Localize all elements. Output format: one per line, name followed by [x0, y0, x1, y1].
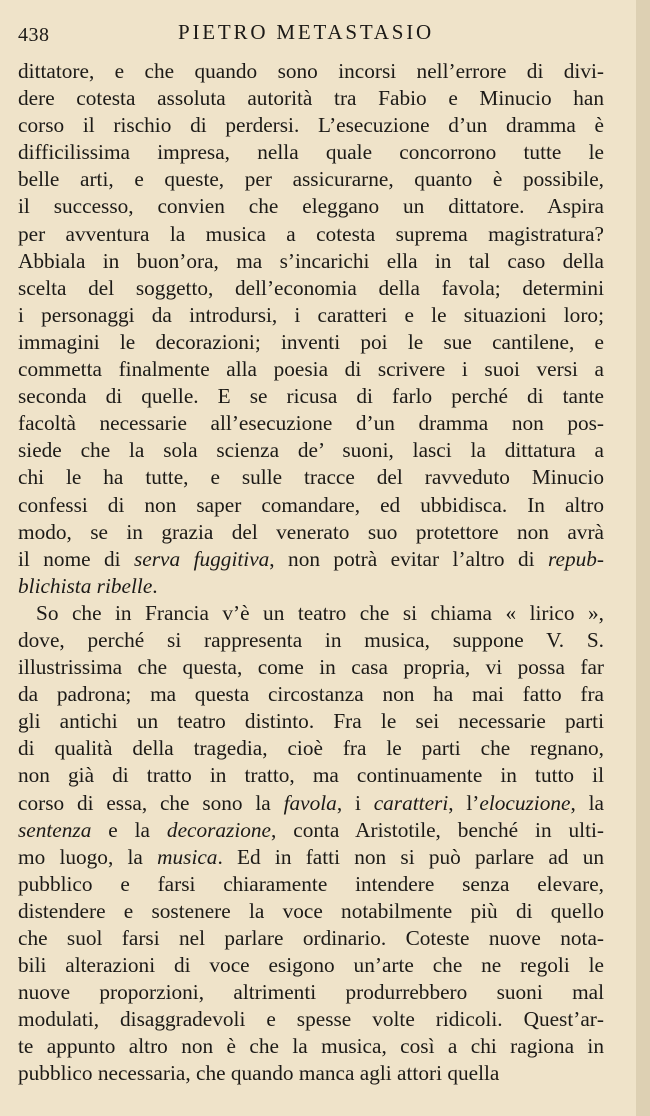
italic-text: decorazione: [166, 817, 272, 842]
text-segment: il successo, convien che eleggano un dittatore. Aspira: [18, 194, 604, 219]
text-segment: gli antichi un teatro distinto. Fra le sei necessarie parti: [18, 709, 604, 734]
text-segment: immagini le decorazioni; inventi poi le sue cantilene, e: [18, 329, 604, 354]
text-line: [18, 925, 604, 952]
text-line: [18, 437, 604, 464]
text-line: [18, 708, 604, 735]
text-line: [18, 1006, 604, 1033]
text-line: [18, 1060, 604, 1087]
text-line: [18, 817, 604, 844]
text-line: [18, 844, 604, 871]
text-line: [18, 193, 604, 220]
text-line: [18, 383, 604, 410]
text-segment: modulati, disaggradevoli e spesse volte ridicoli. Quest’ar‐: [18, 1007, 604, 1032]
text-segment: , i: [336, 790, 374, 815]
text-line: [18, 600, 604, 627]
text-segment: dere cotesta assoluta autorità tra Fabio e Minucio han: [18, 86, 604, 111]
text-segment: pubblico e farsi chiaramente intendere senza elevare,: [18, 871, 604, 896]
text-line: [18, 1033, 604, 1060]
text-segment: belle arti, e queste, per assicurarne, quanto è possibile,: [18, 167, 604, 192]
page-header: [18, 20, 598, 50]
text-line: [18, 139, 604, 166]
running-head: PIETRO METASTASIO: [178, 20, 434, 44]
text-segment: dove, perché si rappresenta in musica, suppone V. S.: [18, 627, 604, 652]
text-segment: pubblico necessaria, che quando manca agli attori quella: [18, 1061, 500, 1086]
text-segment: seconda di quelle. E se ricusa di farlo perché di tante: [18, 384, 604, 409]
text-segment: difficilissima impresa, nella quale concorrono tutte le: [18, 140, 604, 165]
italic-text: favola: [283, 790, 337, 815]
text-segment: Abbiala in buon’ora, ma s’incarichi ella in tal caso della: [18, 248, 604, 273]
text-segment: te appunto altro non è che la musica, così a chi ragiona in: [18, 1034, 604, 1059]
text-segment: il nome di: [18, 546, 135, 571]
text-segment: illustrissima che questa, come in casa propria, vi possa far: [18, 655, 604, 680]
text-line: [18, 464, 604, 491]
text-line: [18, 492, 604, 519]
text-line: [18, 952, 604, 979]
text-segment: confessi di non saper comandare, ed ubbidisca. In altro: [18, 492, 604, 517]
text-segment: So che in Francia v’è un teatro che si chiama « lirico »,: [36, 600, 604, 625]
italic-text: sentenza: [18, 817, 92, 842]
text-line: [18, 681, 604, 708]
text-segment: e la: [91, 817, 167, 842]
text-segment: mo luogo, la: [18, 844, 158, 869]
text-line: [18, 112, 604, 139]
text-line: [18, 519, 604, 546]
text-line: [18, 979, 604, 1006]
text-segment: corso il rischio di perdersi. L’esecuzione d’un dramma è: [18, 113, 604, 138]
italic-text: repub‐: [548, 546, 604, 571]
text-segment: bili alterazioni di voce esigono un’arte che ne regoli le: [18, 953, 604, 978]
text-line: [18, 546, 604, 573]
text-line: [18, 654, 604, 681]
text-segment: non già di tratto in tratto, ma continuamente in tutto il: [18, 763, 604, 788]
text-segment: chi le ha tutte, e sulle tracce del ravveduto Minucio: [18, 465, 604, 490]
text-segment: di qualità della tragedia, cioè fra le parti che regnano,: [18, 736, 604, 761]
text-line: [18, 627, 604, 654]
italic-text: blichista ribelle: [18, 573, 153, 598]
text-line: [18, 898, 604, 925]
text-line: [18, 356, 604, 383]
text-segment: commetta finalmente alla poesia di scrivere i suoi versi a: [18, 357, 604, 382]
text-line: [18, 871, 604, 898]
italic-text: serva fuggitiva: [134, 546, 270, 571]
text-line: [18, 248, 604, 275]
text-segment: , la: [570, 790, 604, 815]
text-line: [18, 329, 604, 356]
page-gutter: [636, 0, 650, 1116]
text-segment: .: [152, 573, 158, 598]
text-segment: i personaggi da introdursi, i caratteri e le situazioni loro;: [18, 302, 604, 327]
text-segment: corso di essa, che sono la: [18, 790, 284, 815]
text-line: [18, 221, 604, 248]
text-segment: modo, se in grazia del venerato suo protettore non avrà: [18, 519, 604, 544]
text-line: [18, 790, 604, 817]
page-number: 438: [18, 24, 50, 46]
text-segment: da padrona; ma questa circostanza non ha mai fatto fra: [18, 682, 604, 707]
text-line: [18, 735, 604, 762]
text-segment: , conta Aristotile, benché in ulti‐: [271, 817, 604, 842]
text-segment: siede che la sola scienza de’ suoni, lasci la dittatura a: [18, 438, 604, 463]
text-line: [18, 166, 604, 193]
text-line: [18, 410, 604, 437]
text-segment: , non potrà evitar l’altro di: [269, 546, 548, 571]
italic-text: elocuzione: [479, 790, 571, 815]
text-line: [18, 302, 604, 329]
text-line: [18, 573, 604, 600]
text-segment: che suol farsi nel parlare ordinario. Coteste nuove nota‐: [18, 926, 604, 950]
text-segment: scelta del soggetto, dell’economia della favola; determini: [18, 275, 604, 300]
text-line: [18, 275, 604, 302]
text-line: [18, 762, 604, 789]
text-segment: distendere e sostenere la voce notabilmente più di quello: [18, 898, 604, 923]
text-segment: dittatore, e che quando sono incorsi nell’errore di divi‐: [18, 59, 604, 83]
text-segment: per avventura la musica a cotesta suprema magistratura?: [18, 221, 604, 246]
italic-text: musica: [157, 844, 218, 869]
text-segment: facoltà necessarie all’esecuzione d’un dramma non pos‐: [18, 411, 604, 436]
text-line: [18, 58, 604, 85]
text-segment: nuove proporzioni, altrimenti produrrebbero suoni mal: [18, 980, 604, 1005]
body-text: [18, 58, 604, 1088]
text-line: [18, 85, 604, 112]
text-segment: , l’: [448, 790, 480, 815]
text-segment: . Ed in fatti non si può parlare ad un: [217, 844, 604, 869]
italic-text: caratteri: [373, 790, 449, 815]
